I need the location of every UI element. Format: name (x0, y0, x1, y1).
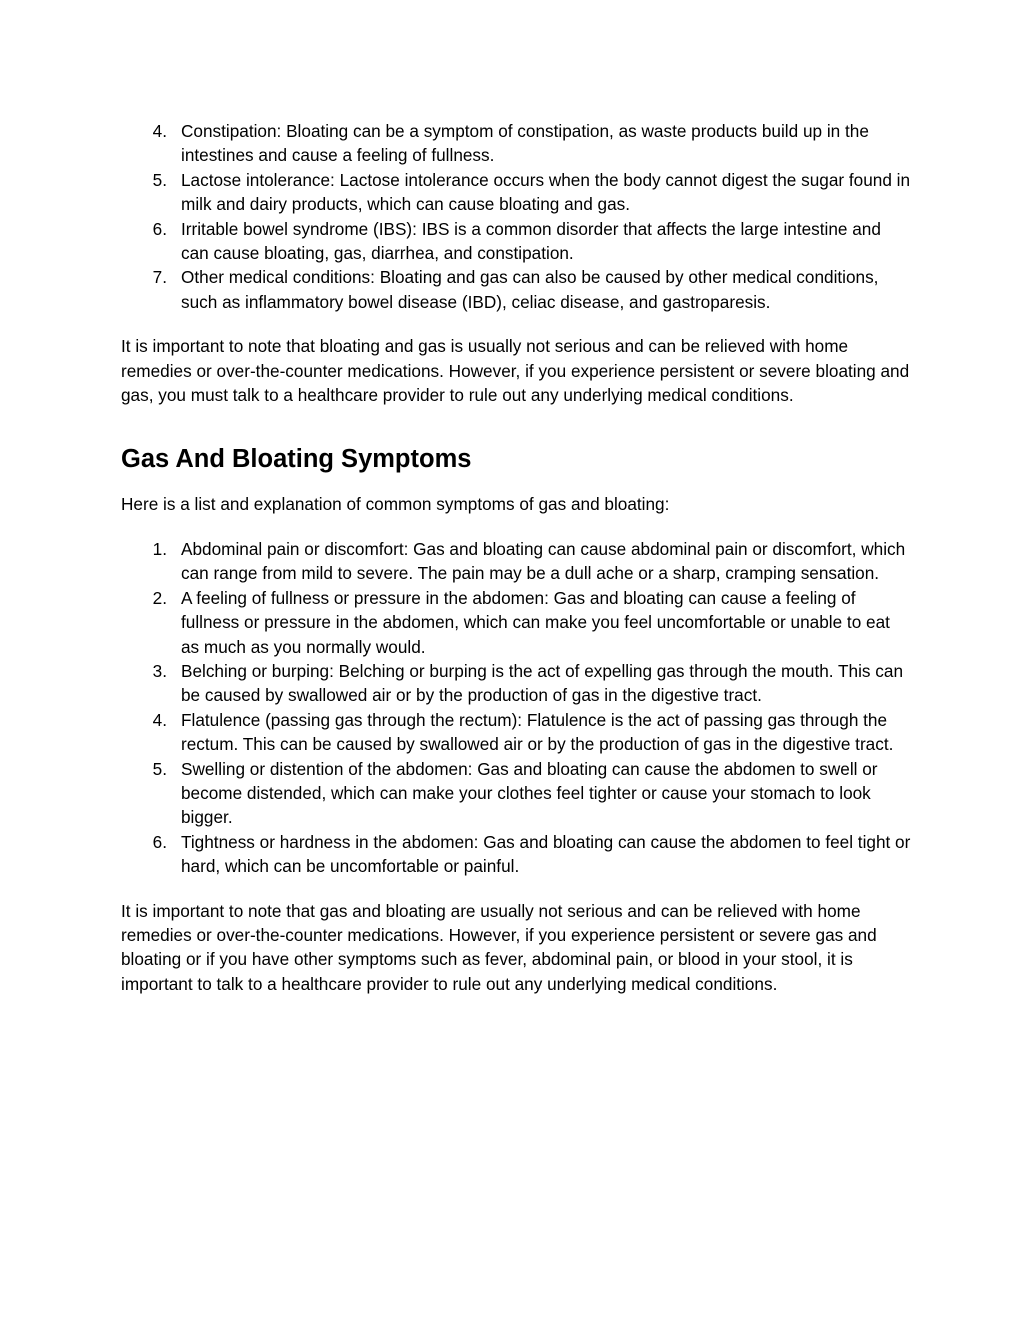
bloating-note-paragraph: It is important to note that bloating and gas is usually not serious and can be relieved with home remedies or over-the-counter medications. However, if you experience persistent or severe bloating and gas, you must talk to a healthcare provider to rule out any underlying medical conditions. (121, 336, 910, 406)
list-item-text: Irritable bowel syndrome (IBS): IBS is a common disorder that affects the large intestine and can cause bloating, gas, diarrhea, and constipation. (181, 218, 881, 264)
list-item-text: A feeling of fullness or pressure in the abdomen: Gas and bloating can cause a feeling of fullness or pressure in the abdomen, which can make you feel uncomfortable or unable to eat as much as you normally would. (181, 587, 890, 657)
section-heading: Gas And Bloating Symptoms (121, 445, 472, 474)
list-item-number: 7. (152, 267, 167, 288)
causes-list (121, 119, 911, 314)
list-item-number: 4. (152, 709, 167, 730)
list-item-number: 6. (152, 831, 167, 852)
list-item-number: 6. (152, 218, 167, 239)
list-item-text: Lactose intolerance: Lactose intolerance occurs when the body cannot digest the sugar found in milk and dairy products, which can cause bloating and gas. (181, 169, 911, 215)
list-item-number: 1. (152, 538, 167, 559)
list-item (121, 659, 911, 708)
list-item-number: 5. (152, 169, 167, 190)
list-item-text: Swelling or distention of the abdomen: Gas and bloating can cause the abdomen to swell or become distended, which can make your clothes feel tighter or cause your stomach to look bigger. (181, 758, 878, 828)
gas-bloating-note-paragraph: It is important to note that gas and bloating are usually not serious and can be relieved with home remedies or over-the-counter medications. However, if you experience persistent or severe gas and bloating or if you have other symptoms such as fever, abdominal pain, or blood in your stool, it is important to talk to a healthcare provider to rule out any underlying medical conditions. (121, 900, 877, 994)
list-item (121, 168, 911, 217)
list-item (121, 119, 911, 168)
list-item (121, 830, 911, 879)
list-item-text: Other medical conditions: Bloating and gas can also be caused by other medical conditions, such as inflammatory bowel disease (IBD), celiac disease, and gastroparesis. (181, 267, 879, 312)
list-item-text: Tightness or hardness in the abdomen: Gas and bloating can cause the abdomen to feel tight or hard, which can be uncomfortable or painful. (181, 831, 911, 877)
list-item-text: Flatulence (passing gas through the rectum): Flatulence is the act of passing gas through the rectum. This can be caused by swallowed air or by the production of gas in the digestive tract. (181, 709, 894, 755)
symptoms-intro: Here is a list and explanation of common symptoms of gas and bloating: (121, 494, 670, 515)
list-item-text: Constipation: Bloating can be a symptom of constipation, as waste products build up in the intestines and cause a feeling of fullness. (181, 121, 869, 166)
list-item (121, 537, 911, 586)
list-item (121, 217, 911, 266)
list-item (121, 586, 911, 659)
list-item-number: 3. (152, 660, 167, 681)
symptoms-list (121, 537, 911, 879)
list-item-number: 5. (152, 758, 167, 779)
list-item-number: 2. (152, 587, 167, 608)
document-page (121, 119, 911, 996)
list-item (121, 708, 911, 757)
list-item (121, 265, 911, 314)
list-item-text: Abdominal pain or discomfort: Gas and bloating can cause abdominal pain or discomfort, which can range from mild to severe. The pain may be a dull ache or a sharp, cramping sensation. (181, 538, 906, 584)
list-item (121, 757, 911, 830)
list-item-number: 4. (152, 121, 167, 141)
list-item-text: Belching or burping: Belching or burping is the act of expelling gas through the mouth. This can be caused by swallowed air or by the production of gas in the digestive tract. (181, 660, 904, 706)
